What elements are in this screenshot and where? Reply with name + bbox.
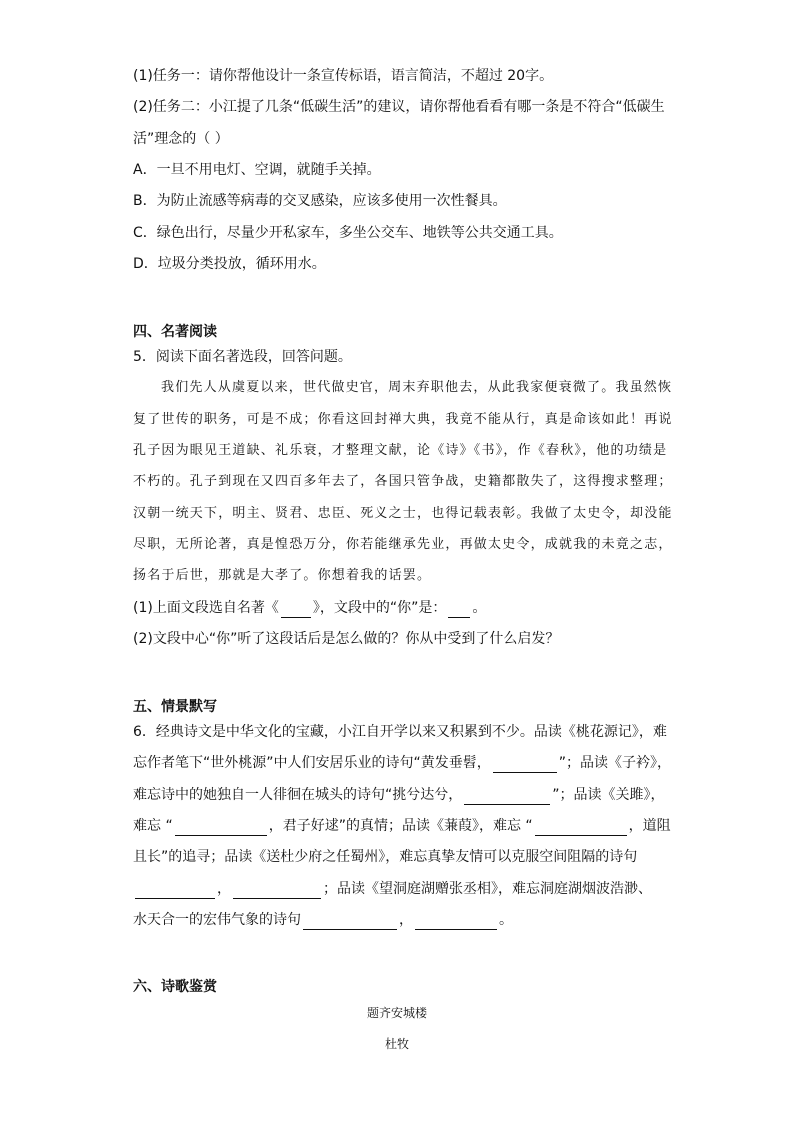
- q6-text: ，: [399, 912, 413, 928]
- answer-blank[interactable]: [175, 820, 267, 836]
- q6-text: 难忘诗中的她独自一人徘徊在城头的诗句“挑兮达兮，: [133, 787, 463, 803]
- passage-line: 我们先人从虞夏以来，世代做史官，周末弃职他去，从此我家便衰微了。我虽然恢: [161, 380, 673, 395]
- q6-line2: [133, 753, 671, 773]
- answer-blank[interactable]: [233, 883, 321, 899]
- q6-text: ，: [217, 881, 231, 897]
- answer-blank[interactable]: [464, 789, 550, 805]
- q5-sub1-text-a: (1)上面文段选自名著《: [133, 600, 279, 616]
- q6-line4: [133, 816, 671, 836]
- q6-line7: [133, 910, 513, 930]
- section5-heading: 五、情景默写: [133, 699, 217, 715]
- q4-option-d: D．垃圾分类投放，循环用水。: [133, 256, 326, 272]
- q5-prompt: 5．阅读下面名著选段，回答问题。: [133, 349, 352, 365]
- q6-text: ；品读《望洞庭湖赠张丞相》，难忘洞庭湖烟波浩渺、: [323, 881, 652, 897]
- q5-sub1-text-b: 》，文段中的“你”是：: [312, 600, 447, 616]
- answer-blank[interactable]: [535, 820, 627, 836]
- q6-line3: [133, 785, 665, 805]
- q6-text: ，君子好逑”的真情；品读《蒹葭》，难忘 “: [268, 818, 533, 834]
- q4-sub2-line1: (2)任务二：小江提了几条“低碳生活”的建议，请你帮他看看有哪一条是不符合“低碳生: [133, 99, 665, 115]
- q6-text: 水天合一的宏伟气象的诗句: [133, 912, 301, 928]
- answer-blank-person[interactable]: [448, 602, 470, 618]
- section4-heading: 四、名著阅读: [133, 324, 217, 340]
- section6-heading: 六、诗歌鉴赏: [133, 979, 217, 995]
- q6-line1: 6．经典诗文是中华文化的宝藏，小江自开学以来又积累到不少。品读《桃花源记》，难: [133, 724, 667, 740]
- q6-text: ”；品读《子衿》，: [558, 755, 672, 771]
- q6-line6: [133, 879, 652, 899]
- q6-line5: 且长”的追寻；品读《送杜少府之任蜀州》，难忘真挚友情可以克服空间阻隔的诗句: [133, 849, 638, 865]
- q6-text: 难忘 “: [133, 818, 173, 834]
- q4-option-b: B．为防止流感等病毒的交叉感染，应该多使用一次性餐具。: [133, 193, 507, 209]
- answer-blank-book[interactable]: [281, 602, 311, 618]
- q5-sub2: (2)文段中心“你”听了这段话后是怎么做的？你从中受到了什么启发？: [133, 631, 560, 647]
- passage-line: 孔子因为眼见王道缺、礼乐衰，才整理文献，论《诗》《书》，作《春秋》，他的功绩是: [133, 443, 668, 458]
- passage-line: 汉朝一统天下，明主、贤君、忠臣、死义之士，也得记载表彰。我做了太史令，却没能: [133, 506, 673, 521]
- poem-author: 杜牧: [384, 1037, 409, 1051]
- answer-blank[interactable]: [135, 883, 215, 899]
- q6-text: ，道阻: [628, 818, 671, 834]
- q6-text: ”；品读《关雎》，: [552, 787, 665, 803]
- answer-blank[interactable]: [493, 757, 557, 773]
- q4-option-c: C．绿色出行，尽量少开私家车，多坐公交车、地铁等公共交通工具。: [133, 225, 563, 241]
- poem-title: 题齐安城楼: [366, 1006, 427, 1020]
- passage-line: 尽职，无所论著，真是惶恐万分，你若能继承先业，再做太史令，成就我的未竟之志，: [133, 537, 673, 552]
- answer-blank[interactable]: [303, 914, 397, 930]
- passage-line: 复了世传的职务，可是不成；你看这回封禅大典，我竟不能从行，真是命该如此！再说: [133, 412, 673, 427]
- q4-sub1: (1)任务一：请你帮他设计一条宣传标语，语言简洁，不超过 20字。: [133, 68, 554, 84]
- q5-sub1-text-c: 。: [472, 600, 487, 616]
- q6-text: 忘作者笔下“世外桃源”中人们安居乐业的诗句“黄发垂髫，: [133, 755, 491, 771]
- passage-line: 不朽的。孔子到现在又四百多年去了，各国只管争战，史籍都散失了，这得搜求整理；: [133, 474, 673, 489]
- q4-sub2-line2: 活”理念的（ ）: [133, 131, 229, 147]
- passage-line: 扬名于后世，那就是大孝了。你想着我的话罢。: [133, 568, 432, 583]
- answer-blank[interactable]: [415, 914, 497, 930]
- q4-option-a: A．一旦不用电灯、空调，就随手关掉。: [133, 162, 381, 178]
- q6-text: 。: [499, 912, 513, 928]
- q5-sub1: [133, 598, 486, 618]
